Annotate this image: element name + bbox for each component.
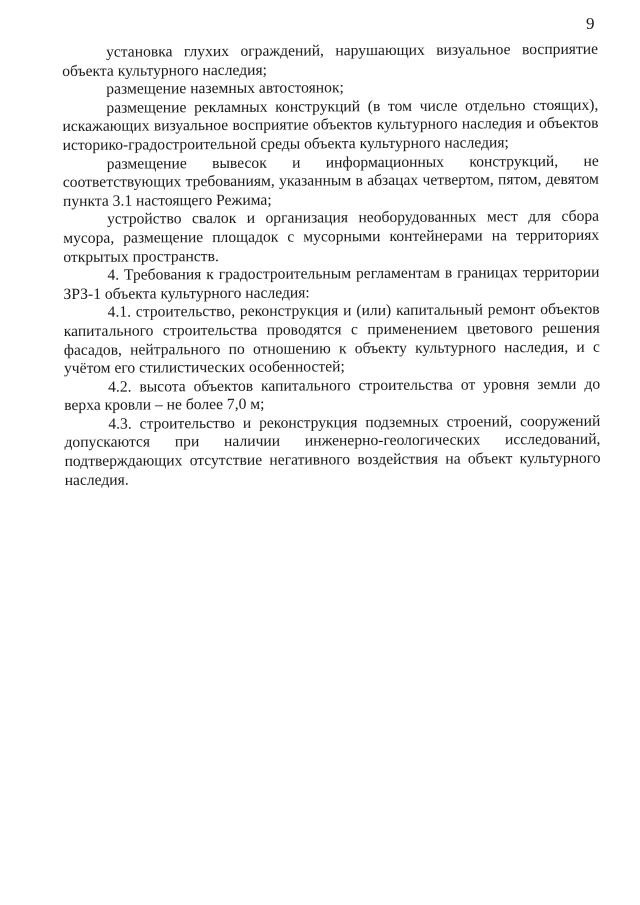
page-number: 9 [586, 14, 595, 33]
document-body [62, 41, 601, 491]
paragraph-fences: установка глухих ограждений, нарушающих визуальное восприятие объекта культурного наследия; [62, 40, 599, 80]
paragraph-section-4: 4. Требования к градостроительным регламентам в границах территории ЗРЗ-1 объекта культурного наследия: [63, 263, 600, 303]
paragraph-dumps: устройство свалок и организация необорудованных мест для сбора мусора, размещение площадок с мусорными контейнерами на территориях открытых пространств. [63, 208, 600, 266]
paragraph-4-2: 4.2. высота объектов капитального строительства от уровня земли до верха кровли – не более 7,0 м; [64, 375, 601, 415]
paragraph-advertising: размещение рекламных конструкций (в том числе отдельно стоящих), искажающих визуальное восприятие объектов культурного наследия и объектов историко-градостроительной среды объекта культурного наследия; [62, 96, 599, 154]
paragraph-4-3: 4.3. строительство и реконструкция подземных строений, сооружений допускаются при наличии инженерно-геологических исследований, подтверждающих отсутствие негативного воздействия на объект культурного наследия. [64, 412, 601, 489]
paragraph-parking: размещение наземных автостоянок; [106, 79, 344, 98]
paragraph-signage: размещение вывесок и информационных конструкций, не соответствующих требованиям, указанным в абзацах четвертом, пятом, девятом пункта 3.1 настоящего Режима; [62, 152, 599, 210]
paragraph-4-1: 4.1. строительство, реконструкция и (или) капитальный ремонт объектов капитального строительства проводятся с применением цветового решения фасадов, нейтрального по отношению к объекту культурного наследия, и с учётом его стилистических особенностей; [63, 301, 600, 378]
